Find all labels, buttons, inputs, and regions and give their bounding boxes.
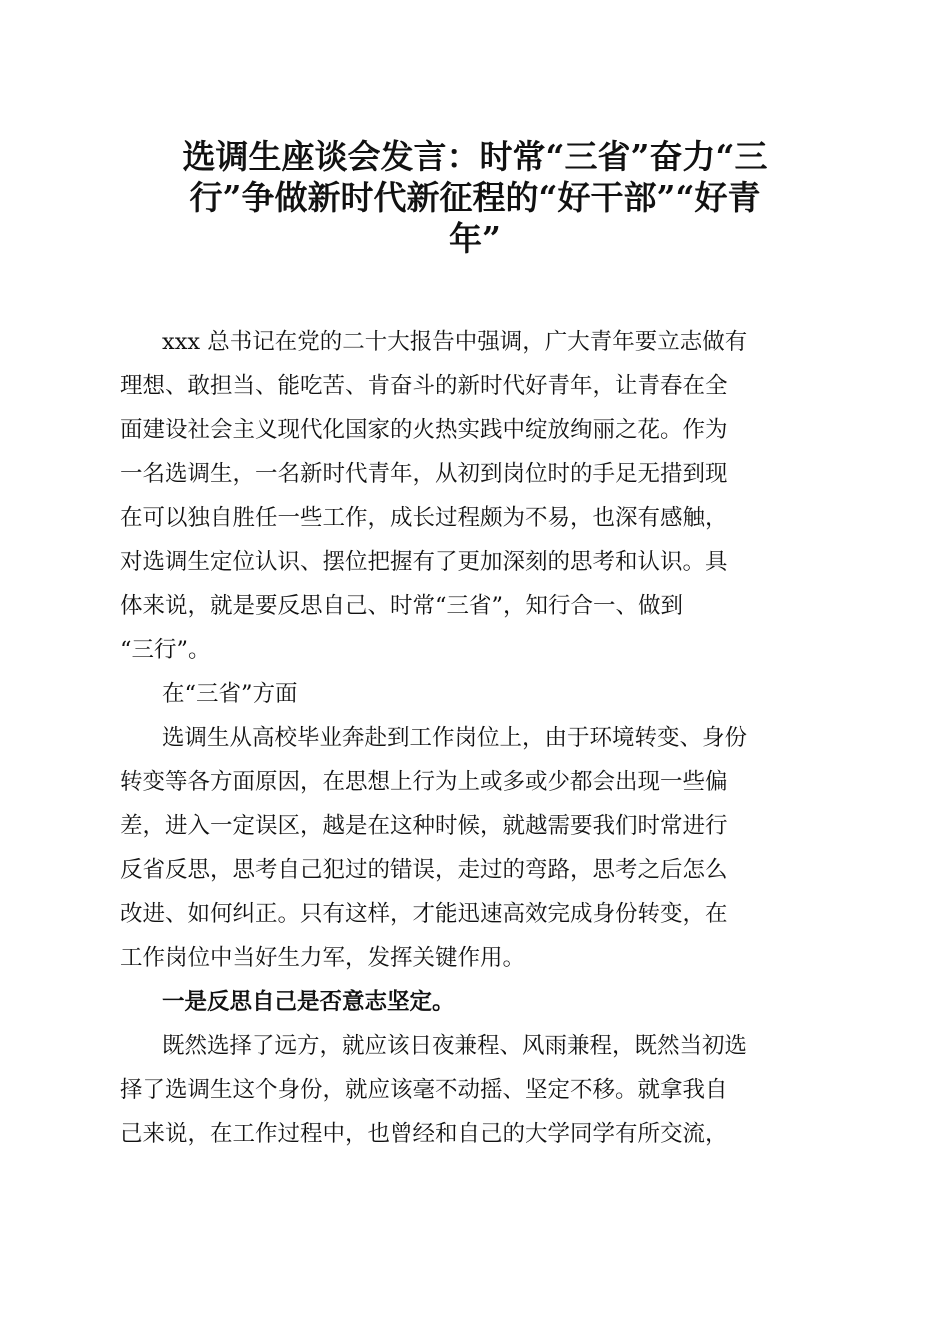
text-line: 反省反思，思考自己犯过的错误，走过的弯路，思考之后怎么 xyxy=(120,857,728,883)
body-paragraph xyxy=(120,716,825,980)
text-line: 己来说，在工作过程中，也曾经和自己的大学同学有所交流， xyxy=(120,1121,728,1147)
title-line: 年” xyxy=(449,219,501,258)
text-line: 在可以独自胜任一些工作，成长过程颇为不易，也深有感触， xyxy=(120,505,728,531)
text-line: 一是反思自己是否意志坚定。 xyxy=(162,989,455,1015)
text-line: 一名选调生，一名新时代青年，从初到岗位时的手足无措到现 xyxy=(120,461,728,487)
text-line: xxx 总书记在党的二十大报告中强调，广大青年要立志做有 xyxy=(162,329,748,355)
section-heading xyxy=(120,672,825,716)
title-line: 选调生座谈会发言：时常“三省”奋力“三 xyxy=(182,137,768,176)
text-line: 转变等各方面原因，在思想上行为上或多或少都会出现一些偏 xyxy=(120,769,728,795)
body-paragraph xyxy=(120,1024,825,1156)
text-line: 选调生从高校毕业奔赴到工作岗位上，由于环境转变、身份 xyxy=(162,725,748,751)
intro-paragraph xyxy=(120,320,825,672)
text-line: 工作岗位中当好生力军，发挥关键作用。 xyxy=(120,945,526,971)
text-line: 面建设社会主义现代化国家的火热实践中绽放绚丽之花。作为 xyxy=(120,417,728,443)
text-line: “三行”。 xyxy=(120,637,211,663)
text-line: 对选调生定位认识、摆位把握有了更加深刻的思考和认识。具 xyxy=(120,549,728,575)
text-line: 差，进入一定误区，越是在这种时候，就越需要我们时常进行 xyxy=(120,813,728,839)
text-line: 在“三省”方面 xyxy=(162,681,298,707)
bold-subheading xyxy=(120,980,825,1024)
text-line: 择了选调生这个身份，就应该毫不动摇、坚定不移。就拿我自 xyxy=(120,1077,728,1103)
text-line: 体来说，就是要反思自己、时常“三省”，知行合一、做到 xyxy=(120,593,684,619)
text-line: 既然选择了远方，就应该日夜兼程、风雨兼程，既然当初选 xyxy=(162,1033,748,1059)
text-line: 改进、如何纠正。只有这样，才能迅速高效完成身份转变，在 xyxy=(120,901,728,927)
document-body xyxy=(120,320,825,1156)
document-title xyxy=(120,136,830,259)
text-line: 理想、敢担当、能吃苦、肯奋斗的新时代好青年，让青春在全 xyxy=(120,373,728,399)
title-line: 行”争做新时代新征程的“好干部”“好青 xyxy=(189,178,761,217)
